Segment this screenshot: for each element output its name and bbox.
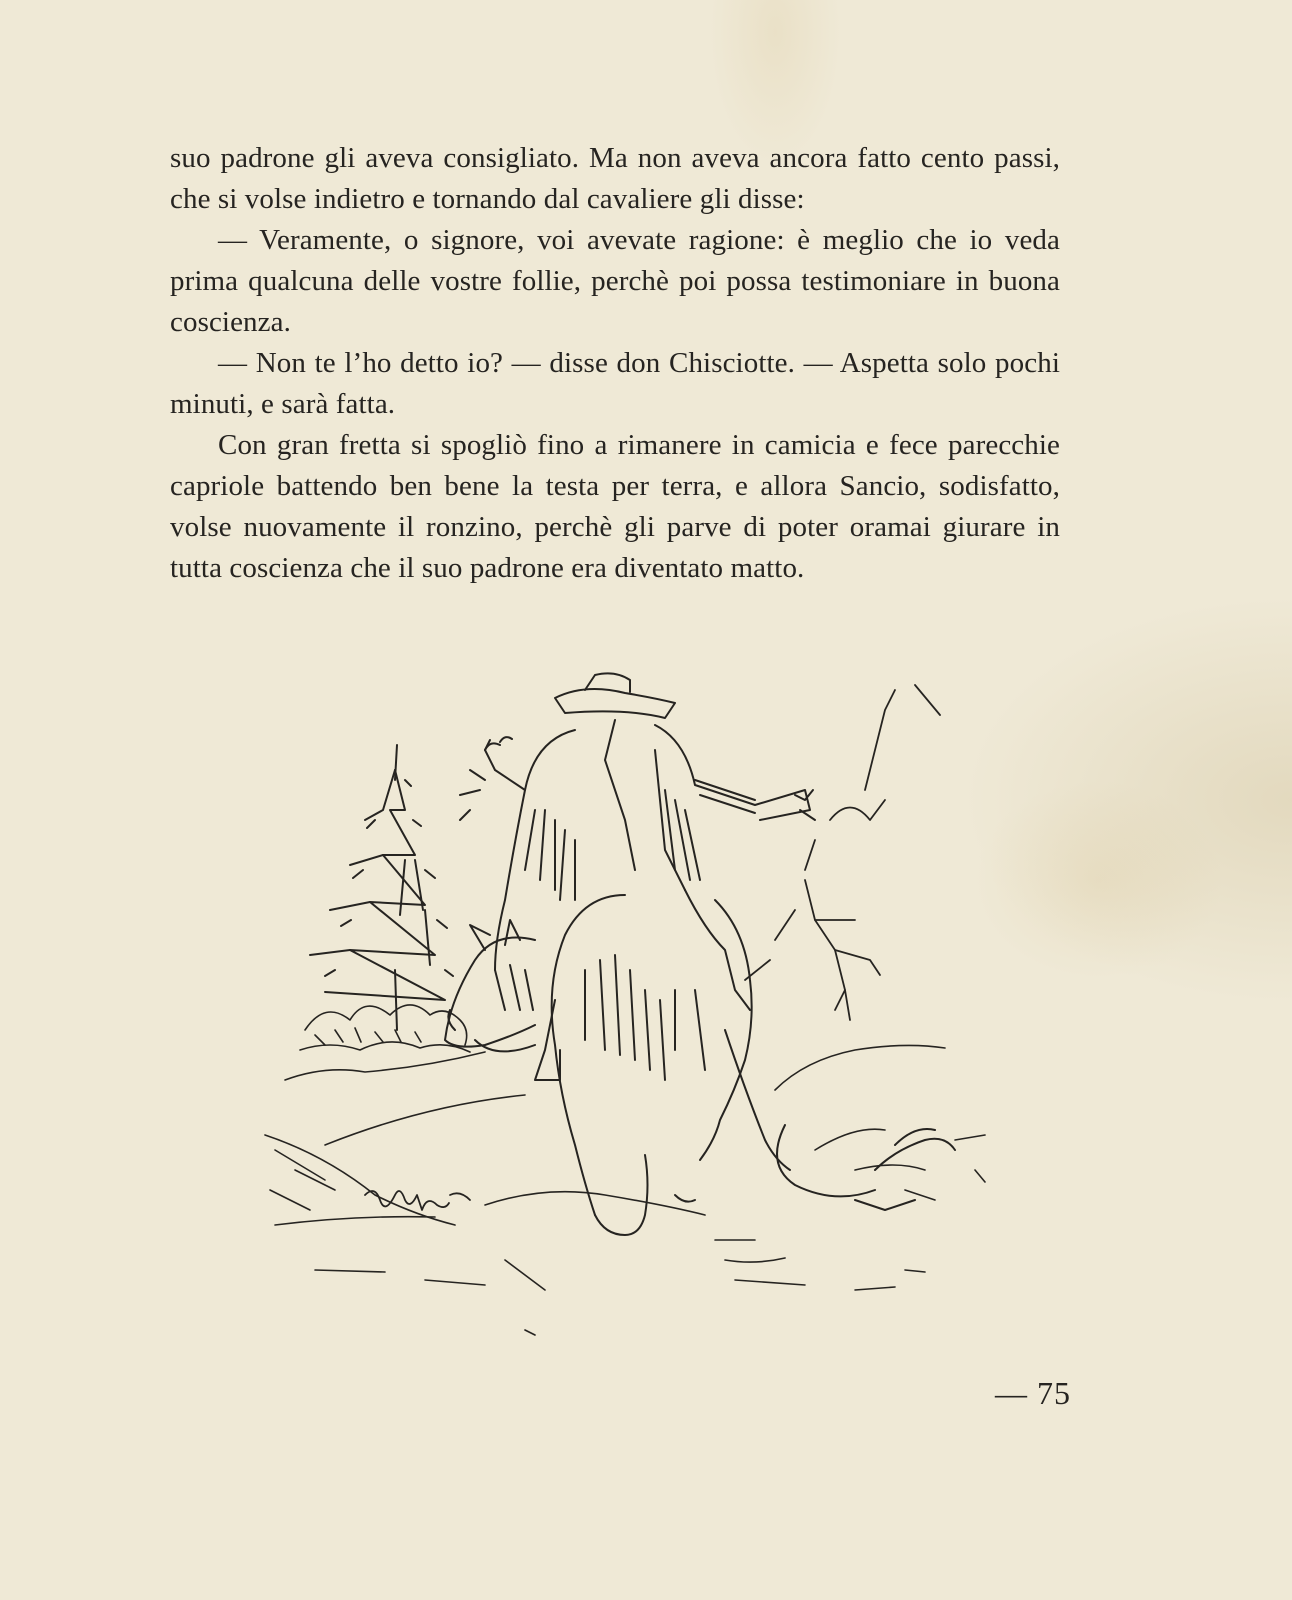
paragraph-1: suo padrone gli aveva consigliato. Ma non aveva ancora fatto cento passi, che si volse indietro e tornando dal cavaliere gli disse: [170, 142, 1060, 215]
artist-signature [365, 1191, 470, 1210]
rider [460, 673, 815, 1010]
page-number: — 75 [995, 1375, 1071, 1411]
fir-tree [310, 745, 453, 1030]
mountain [805, 685, 940, 870]
paragraph-2: — Veramente, o signore, voi avevate ragione: è meglio che io veda prima qualcuna delle vostre follie, perchè poi possa testimoniare in buona coscienza. [170, 224, 1060, 338]
bushes [285, 1005, 485, 1080]
pen-illustration-rider-on-donkey [255, 670, 1015, 1360]
body-text [170, 138, 1060, 589]
paragraph-3: — Non te l’ho detto io? — disse don Chisciotte. — Aspetta solo pochi minuti, e sarà fatta. [170, 347, 1060, 420]
bare-tree [745, 880, 880, 1020]
paragraph-4: Con gran fretta si spogliò fino a rimanere in camicia e fece parecchie capriole battendo ben bene la testa per terra, e allora Sancio, sodisfatto, volse nuovamente il ronzino, perchè gli parve di poter oramai giurare in tutta coscienza che il suo padrone era diventato matto. [170, 429, 1060, 584]
